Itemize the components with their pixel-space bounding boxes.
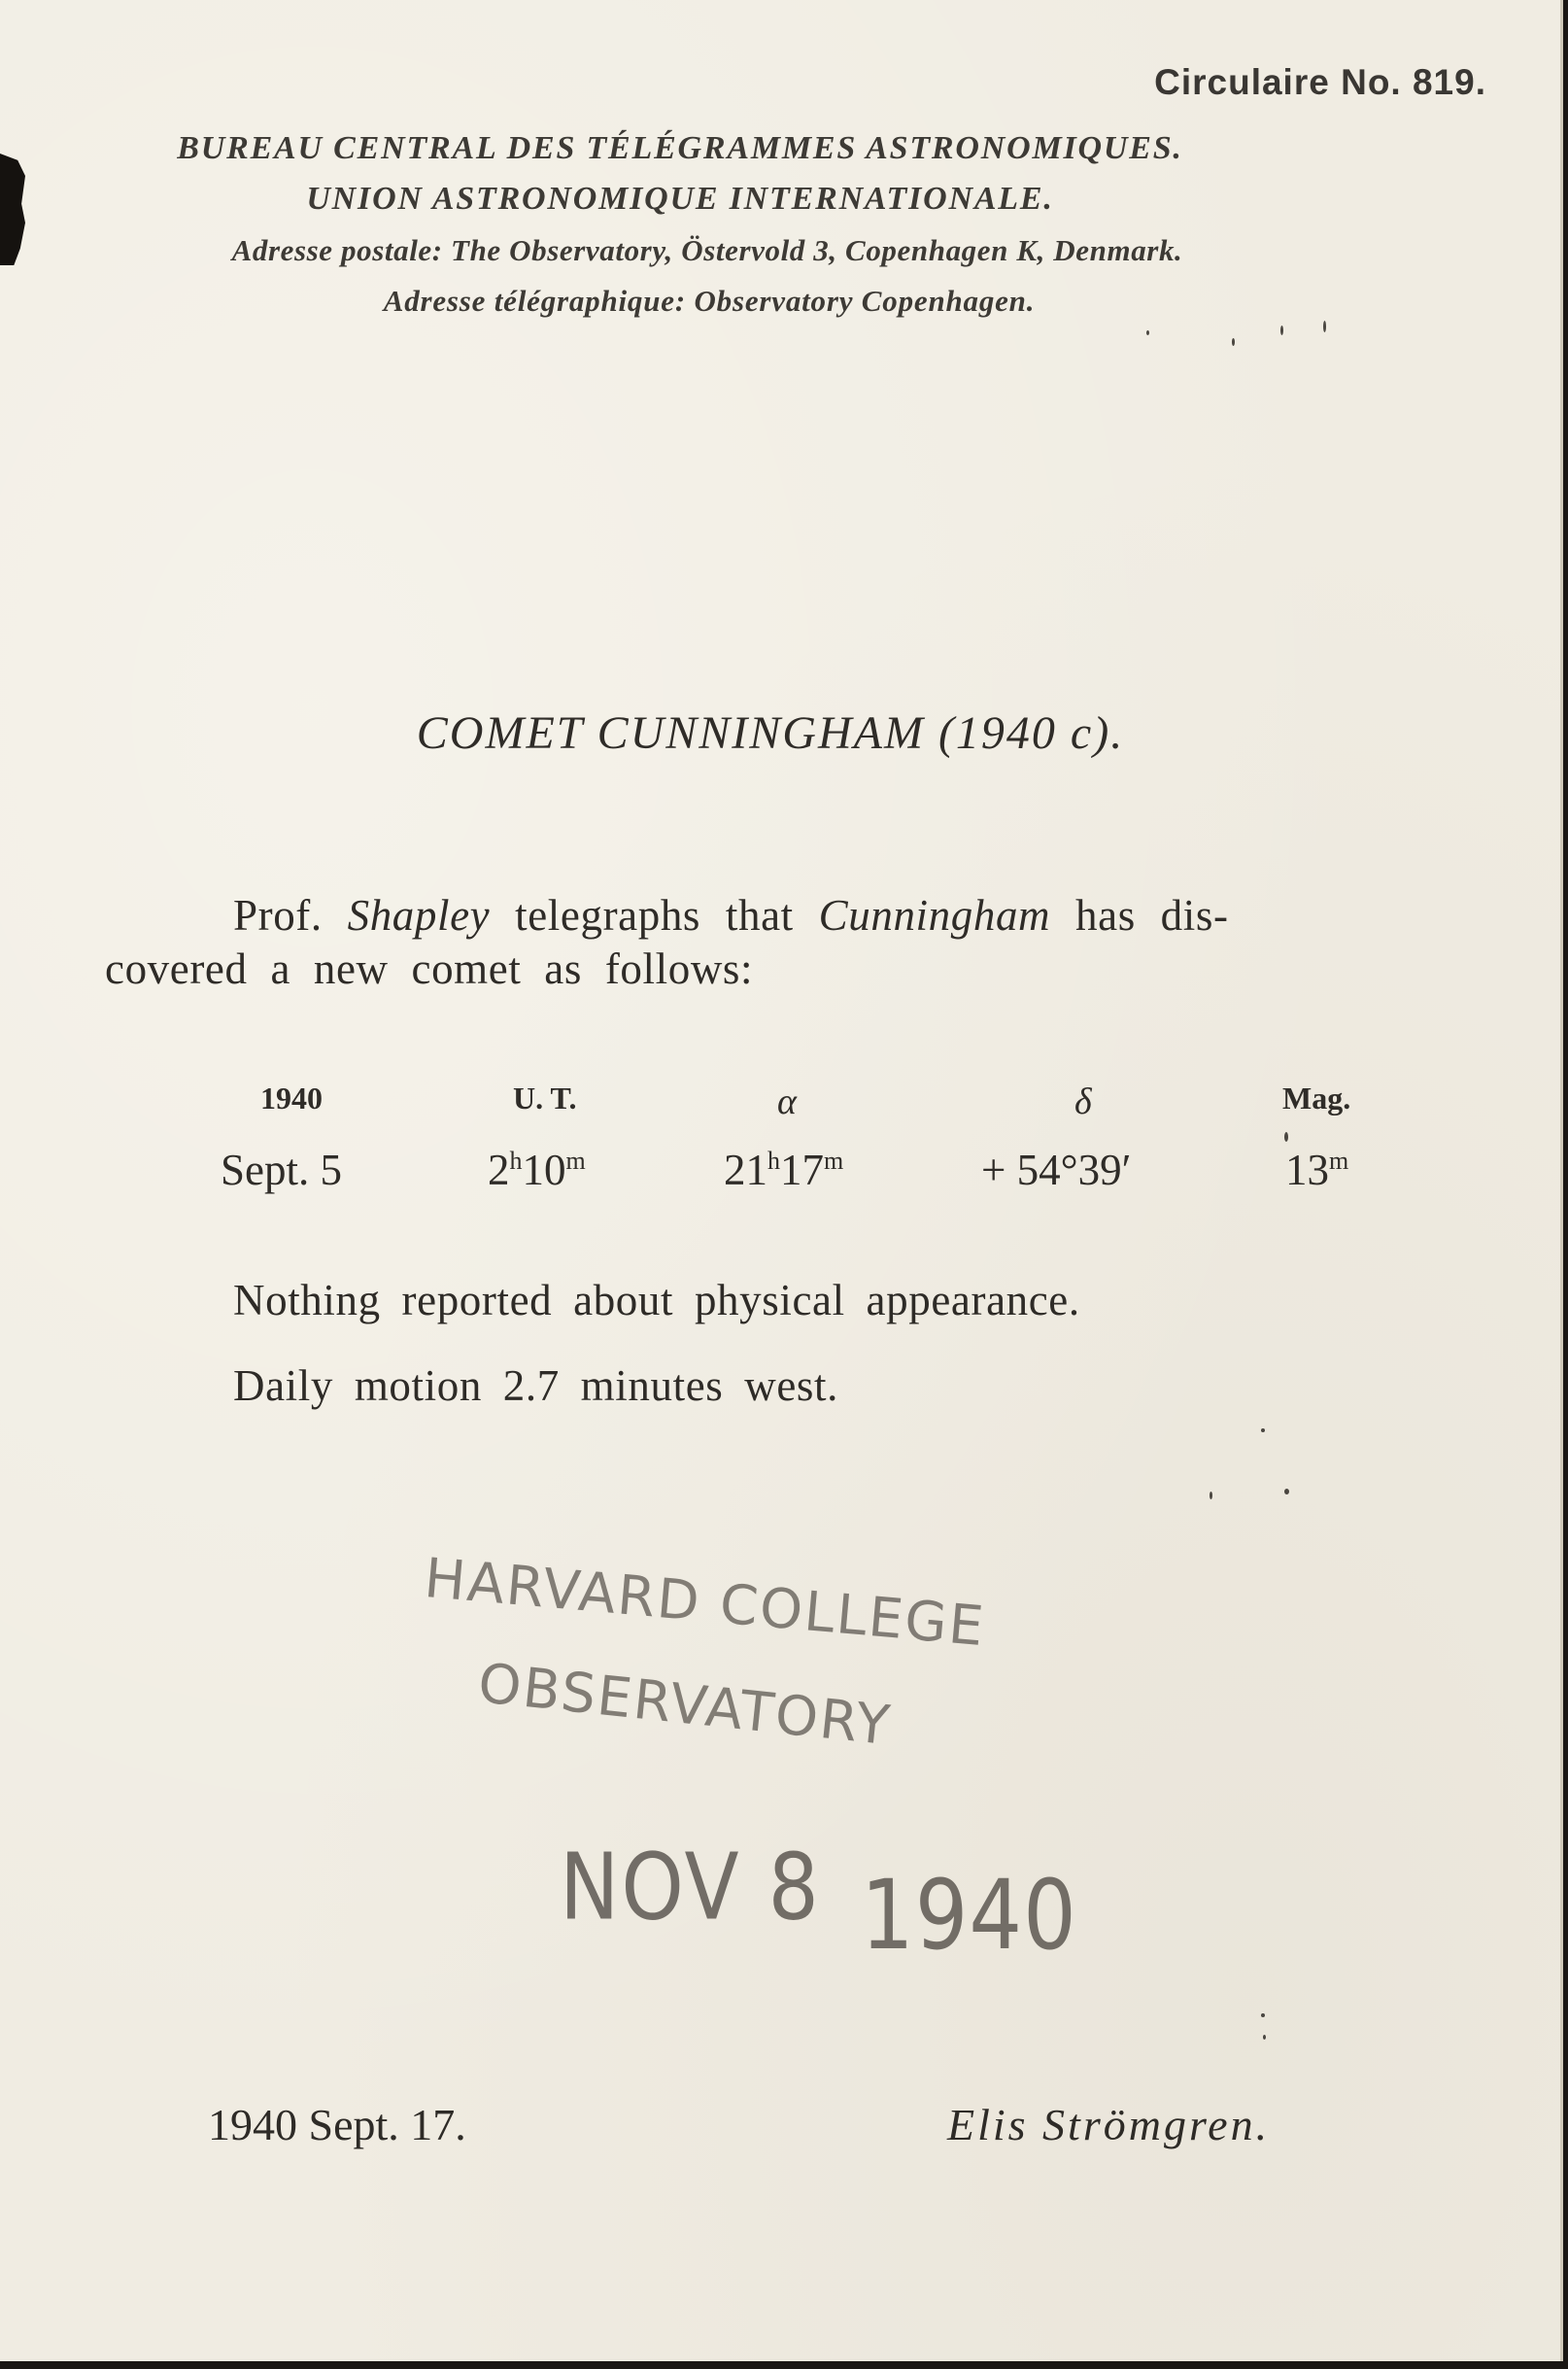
ra-minutes-unit: m	[824, 1147, 844, 1175]
report-line-2: covered a new comet as follows:	[105, 944, 754, 993]
issue-date: 1940 Sept. 17.	[208, 2100, 466, 2149]
header-ra: α	[777, 1082, 797, 1122]
motion-note: Daily motion 2.7 minutes west.	[233, 1361, 838, 1410]
ink-speck	[1146, 330, 1149, 335]
word-telegraphs: telegraphs that	[515, 891, 794, 940]
header-mag: Mag.	[1282, 1081, 1351, 1116]
appearance-note: Nothing reported about physical appearance.	[233, 1276, 1080, 1324]
ra-minutes: 17	[780, 1146, 824, 1194]
ink-speck	[1261, 1428, 1265, 1432]
stamp-observatory: OBSERVATORY	[475, 1652, 895, 1759]
edge-tear-mark	[0, 154, 25, 265]
header-ut: U. T.	[513, 1081, 577, 1116]
mag-unit: m	[1329, 1147, 1349, 1175]
cell-dec: + 54°39′	[981, 1146, 1132, 1194]
signature: Elis Strömgren.	[947, 2100, 1271, 2149]
cell-date: Sept. 5	[221, 1146, 343, 1194]
bureau-heading: BUREAU CENTRAL DES TÉLÉGRAMMES ASTRONOMIQUES.	[177, 130, 1183, 166]
cell-ut	[488, 1145, 586, 1195]
ra-hours-unit: h	[767, 1147, 780, 1175]
header-dec: δ	[1074, 1082, 1092, 1122]
ink-speck	[1323, 321, 1326, 332]
ra-hours: 21	[724, 1146, 767, 1194]
ut-hours: 2	[488, 1146, 510, 1194]
ink-speck	[1210, 1492, 1212, 1499]
cell-ra	[724, 1145, 843, 1195]
ink-speck	[1232, 338, 1235, 346]
word-has-discovered: has dis-	[1075, 891, 1229, 940]
stamp-harvard-college: HARVARD COLLEGE	[422, 1547, 988, 1660]
stamp-date: NOV 8	[560, 1835, 821, 1941]
report-paragraph	[105, 889, 1465, 996]
stamp-year: 1940	[861, 1860, 1077, 1972]
mag-value: 13	[1285, 1146, 1329, 1194]
ink-speck	[1284, 1132, 1288, 1142]
ut-minutes: 10	[522, 1146, 566, 1194]
ink-speck	[1280, 326, 1283, 335]
ink-speck	[1284, 1489, 1289, 1494]
ink-speck	[1263, 2035, 1266, 2040]
header-date: 1940	[260, 1081, 323, 1116]
cell-mag	[1285, 1145, 1348, 1195]
comet-title: COMET CUNNINGHAM (1940 c).	[416, 707, 1125, 759]
ink-speck	[1261, 2013, 1265, 2017]
name-cunningham: Cunningham	[818, 891, 1051, 940]
report-line-1	[105, 889, 1465, 943]
ut-hours-unit: h	[509, 1147, 523, 1175]
name-shapley: Shapley	[347, 891, 491, 940]
telegraph-address: Adresse télégraphique: Observatory Copenhagen.	[383, 284, 1036, 318]
postal-address: Adresse postale: The Observatory, Östervold 3, Copenhagen K, Denmark.	[231, 233, 1183, 267]
word-prof: Prof.	[233, 891, 323, 940]
circular-number: Circulaire No. 819.	[1154, 62, 1486, 102]
ut-minutes-unit: m	[565, 1147, 586, 1175]
union-heading: UNION ASTRONOMIQUE INTERNATIONALE.	[306, 181, 1054, 217]
